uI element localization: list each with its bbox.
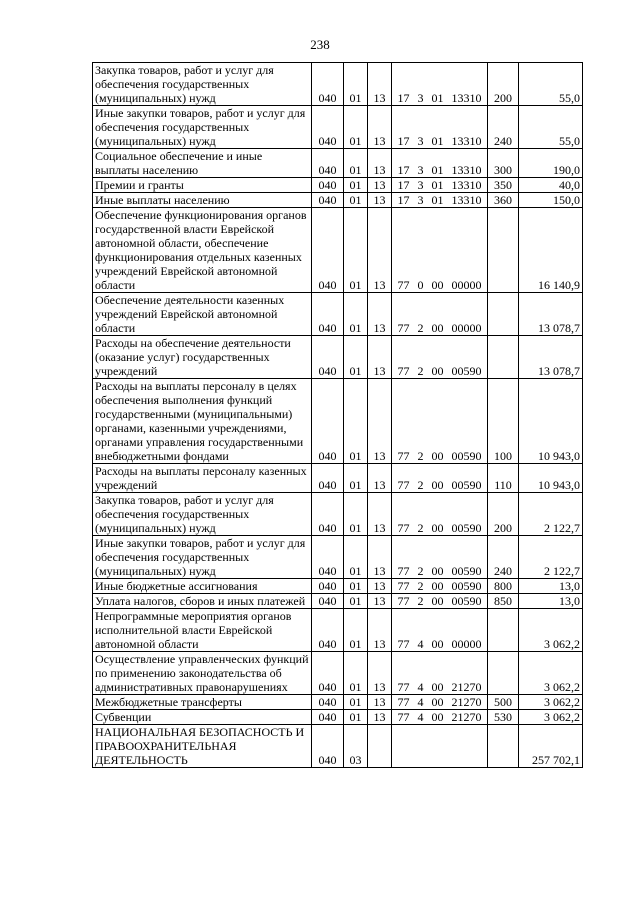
row-expense-type-code: 240 [488, 106, 519, 149]
row-target-code: 77 2 00 00590 [392, 379, 488, 464]
row-amount: 2 122,7 [519, 493, 583, 536]
row-name: Обеспечение деятельности казенных учреждений Еврейской автономной области [93, 293, 312, 336]
row-target-code: 77 2 00 00590 [392, 464, 488, 493]
row-amount: 150,0 [519, 193, 583, 208]
row-amount: 190,0 [519, 149, 583, 178]
row-subsection-code: 13 [368, 579, 392, 594]
row-amount: 10 943,0 [519, 379, 583, 464]
row-section-code: 03 [344, 725, 368, 768]
row-amount: 3 062,2 [519, 609, 583, 652]
row-subsection-code: 13 [368, 379, 392, 464]
row-subsection-code: 13 [368, 193, 392, 208]
row-amount: 13,0 [519, 579, 583, 594]
row-name: Иные выплаты населению [93, 193, 312, 208]
row-section-code: 01 [344, 710, 368, 725]
row-expense-type-code: 350 [488, 178, 519, 193]
table-row [93, 178, 583, 193]
row-subsection-code: 13 [368, 106, 392, 149]
row-expense-type-code [488, 725, 519, 768]
row-ved-code: 040 [312, 652, 344, 695]
row-target-code: 77 4 00 21270 [392, 695, 488, 710]
row-target-code: 77 2 00 00590 [392, 579, 488, 594]
row-subsection-code: 13 [368, 594, 392, 609]
row-target-code: 77 4 00 21270 [392, 710, 488, 725]
row-subsection-code: 13 [368, 493, 392, 536]
row-target-code: 17 3 01 13310 [392, 63, 488, 106]
row-amount: 16 140,9 [519, 208, 583, 293]
row-amount: 55,0 [519, 106, 583, 149]
row-subsection-code: 13 [368, 710, 392, 725]
row-name: Социальное обеспечение и иные выплаты населению [93, 149, 312, 178]
row-name: Иные закупки товаров, работ и услуг для обеспечения государственных (муниципальных) нужд [93, 536, 312, 579]
row-name: Осуществление управленческих функций по применению законодательства об административных правонарушениях [93, 652, 312, 695]
table-row [93, 609, 583, 652]
table-row [93, 579, 583, 594]
row-expense-type-code [488, 609, 519, 652]
row-name: Иные бюджетные ассигнования [93, 579, 312, 594]
budget-table [92, 62, 583, 768]
row-expense-type-code: 500 [488, 695, 519, 710]
row-section-code: 01 [344, 536, 368, 579]
row-ved-code: 040 [312, 63, 344, 106]
row-subsection-code: 13 [368, 336, 392, 379]
row-ved-code: 040 [312, 464, 344, 493]
row-target-code: 17 3 01 13310 [392, 149, 488, 178]
row-name: НАЦИОНАЛЬНАЯ БЕЗОПАСНОСТЬ И ПРАВООХРАНИТЕЛЬНАЯ ДЕЯТЕЛЬНОСТЬ [93, 725, 312, 768]
row-name: Непрограммные мероприятия органов исполнительной власти Еврейской автономной области [93, 609, 312, 652]
row-subsection-code: 13 [368, 695, 392, 710]
row-expense-type-code: 530 [488, 710, 519, 725]
row-ved-code: 040 [312, 609, 344, 652]
row-target-code: 77 2 00 00590 [392, 536, 488, 579]
row-target-code: 17 3 01 13310 [392, 106, 488, 149]
row-name: Премии и гранты [93, 178, 312, 193]
row-ved-code: 040 [312, 149, 344, 178]
row-section-code: 01 [344, 594, 368, 609]
row-subsection-code: 13 [368, 208, 392, 293]
row-expense-type-code [488, 293, 519, 336]
row-amount: 3 062,2 [519, 695, 583, 710]
row-amount: 13,0 [519, 594, 583, 609]
row-ved-code: 040 [312, 536, 344, 579]
row-section-code: 01 [344, 106, 368, 149]
row-amount: 13 078,7 [519, 336, 583, 379]
row-amount: 3 062,2 [519, 710, 583, 725]
row-section-code: 01 [344, 609, 368, 652]
budget-rows [93, 63, 583, 768]
row-expense-type-code: 360 [488, 193, 519, 208]
row-section-code: 01 [344, 695, 368, 710]
row-amount: 2 122,7 [519, 536, 583, 579]
row-expense-type-code: 240 [488, 536, 519, 579]
row-amount: 257 702,1 [519, 725, 583, 768]
row-target-code: 77 2 00 00590 [392, 594, 488, 609]
row-ved-code: 040 [312, 208, 344, 293]
page-number: 238 [310, 37, 330, 52]
row-amount: 13 078,7 [519, 293, 583, 336]
row-section-code: 01 [344, 63, 368, 106]
row-amount: 40,0 [519, 178, 583, 193]
row-ved-code: 040 [312, 106, 344, 149]
table-row [93, 725, 583, 768]
row-section-code: 01 [344, 208, 368, 293]
table-row [93, 464, 583, 493]
row-section-code: 01 [344, 293, 368, 336]
row-name: Расходы на выплаты персоналу в целях обеспечения выполнения функций государственными (муниципальными) органами, казенными учреждениями, органами управления государственными внебюджетными фондами [93, 379, 312, 464]
row-ved-code: 040 [312, 725, 344, 768]
row-expense-type-code: 300 [488, 149, 519, 178]
table-row [93, 149, 583, 178]
row-section-code: 01 [344, 464, 368, 493]
row-section-code: 01 [344, 149, 368, 178]
row-subsection-code: 13 [368, 293, 392, 336]
row-target-code: 77 2 00 00590 [392, 493, 488, 536]
row-ved-code: 040 [312, 178, 344, 193]
row-amount: 3 062,2 [519, 652, 583, 695]
row-expense-type-code [488, 336, 519, 379]
row-target-code: 17 3 01 13310 [392, 193, 488, 208]
table-row [93, 106, 583, 149]
row-ved-code: 040 [312, 579, 344, 594]
row-section-code: 01 [344, 336, 368, 379]
row-amount: 10 943,0 [519, 464, 583, 493]
row-expense-type-code: 100 [488, 379, 519, 464]
row-target-code: 77 4 00 00000 [392, 609, 488, 652]
table-row [93, 379, 583, 464]
row-subsection-code: 13 [368, 63, 392, 106]
table-row [93, 293, 583, 336]
table-row [93, 208, 583, 293]
row-section-code: 01 [344, 178, 368, 193]
table-row [93, 710, 583, 725]
table-row [93, 493, 583, 536]
row-expense-type-code: 200 [488, 493, 519, 536]
table-row [93, 695, 583, 710]
row-target-code: 77 2 00 00000 [392, 293, 488, 336]
row-ved-code: 040 [312, 193, 344, 208]
row-expense-type-code: 110 [488, 464, 519, 493]
row-expense-type-code: 200 [488, 63, 519, 106]
row-section-code: 01 [344, 379, 368, 464]
row-name: Уплата налогов, сборов и иных платежей [93, 594, 312, 609]
row-ved-code: 040 [312, 379, 344, 464]
row-section-code: 01 [344, 652, 368, 695]
row-subsection-code: 13 [368, 178, 392, 193]
row-name: Иные закупки товаров, работ и услуг для обеспечения государственных (муниципальных) нужд [93, 106, 312, 149]
row-subsection-code: 13 [368, 609, 392, 652]
row-name: Субвенции [93, 710, 312, 725]
row-target-code [392, 725, 488, 768]
row-name: Обеспечение функционирования органов государственной власти Еврейской автономной области, обеспечение функционирования отдельных казенных учреждений Еврейской автономной области [93, 208, 312, 293]
row-expense-type-code [488, 652, 519, 695]
row-ved-code: 040 [312, 710, 344, 725]
row-target-code: 77 2 00 00590 [392, 336, 488, 379]
row-subsection-code: 13 [368, 652, 392, 695]
table-row [93, 536, 583, 579]
row-ved-code: 040 [312, 336, 344, 379]
row-target-code: 77 0 00 00000 [392, 208, 488, 293]
table-row [93, 193, 583, 208]
table-row [93, 652, 583, 695]
row-ved-code: 040 [312, 695, 344, 710]
row-section-code: 01 [344, 193, 368, 208]
row-name: Расходы на выплаты персоналу казенных учреждений [93, 464, 312, 493]
row-subsection-code: 13 [368, 536, 392, 579]
row-name: Закупка товаров, работ и услуг для обеспечения государственных (муниципальных) нужд [93, 493, 312, 536]
row-amount: 55,0 [519, 63, 583, 106]
row-ved-code: 040 [312, 293, 344, 336]
row-subsection-code [368, 725, 392, 768]
row-section-code: 01 [344, 493, 368, 536]
row-expense-type-code [488, 208, 519, 293]
row-name: Закупка товаров, работ и услуг для обеспечения государственных (муниципальных) нужд [93, 63, 312, 106]
row-name: Расходы на обеспечение деятельности (оказание услуг) государственных учреждений [93, 336, 312, 379]
row-target-code: 17 3 01 13310 [392, 178, 488, 193]
table-row [93, 336, 583, 379]
row-name: Межбюджетные трансферты [93, 695, 312, 710]
table-row [93, 63, 583, 106]
row-subsection-code: 13 [368, 149, 392, 178]
row-expense-type-code: 850 [488, 594, 519, 609]
row-expense-type-code: 800 [488, 579, 519, 594]
row-target-code: 77 4 00 21270 [392, 652, 488, 695]
row-ved-code: 040 [312, 594, 344, 609]
row-ved-code: 040 [312, 493, 344, 536]
row-subsection-code: 13 [368, 464, 392, 493]
row-section-code: 01 [344, 579, 368, 594]
table-row [93, 594, 583, 609]
